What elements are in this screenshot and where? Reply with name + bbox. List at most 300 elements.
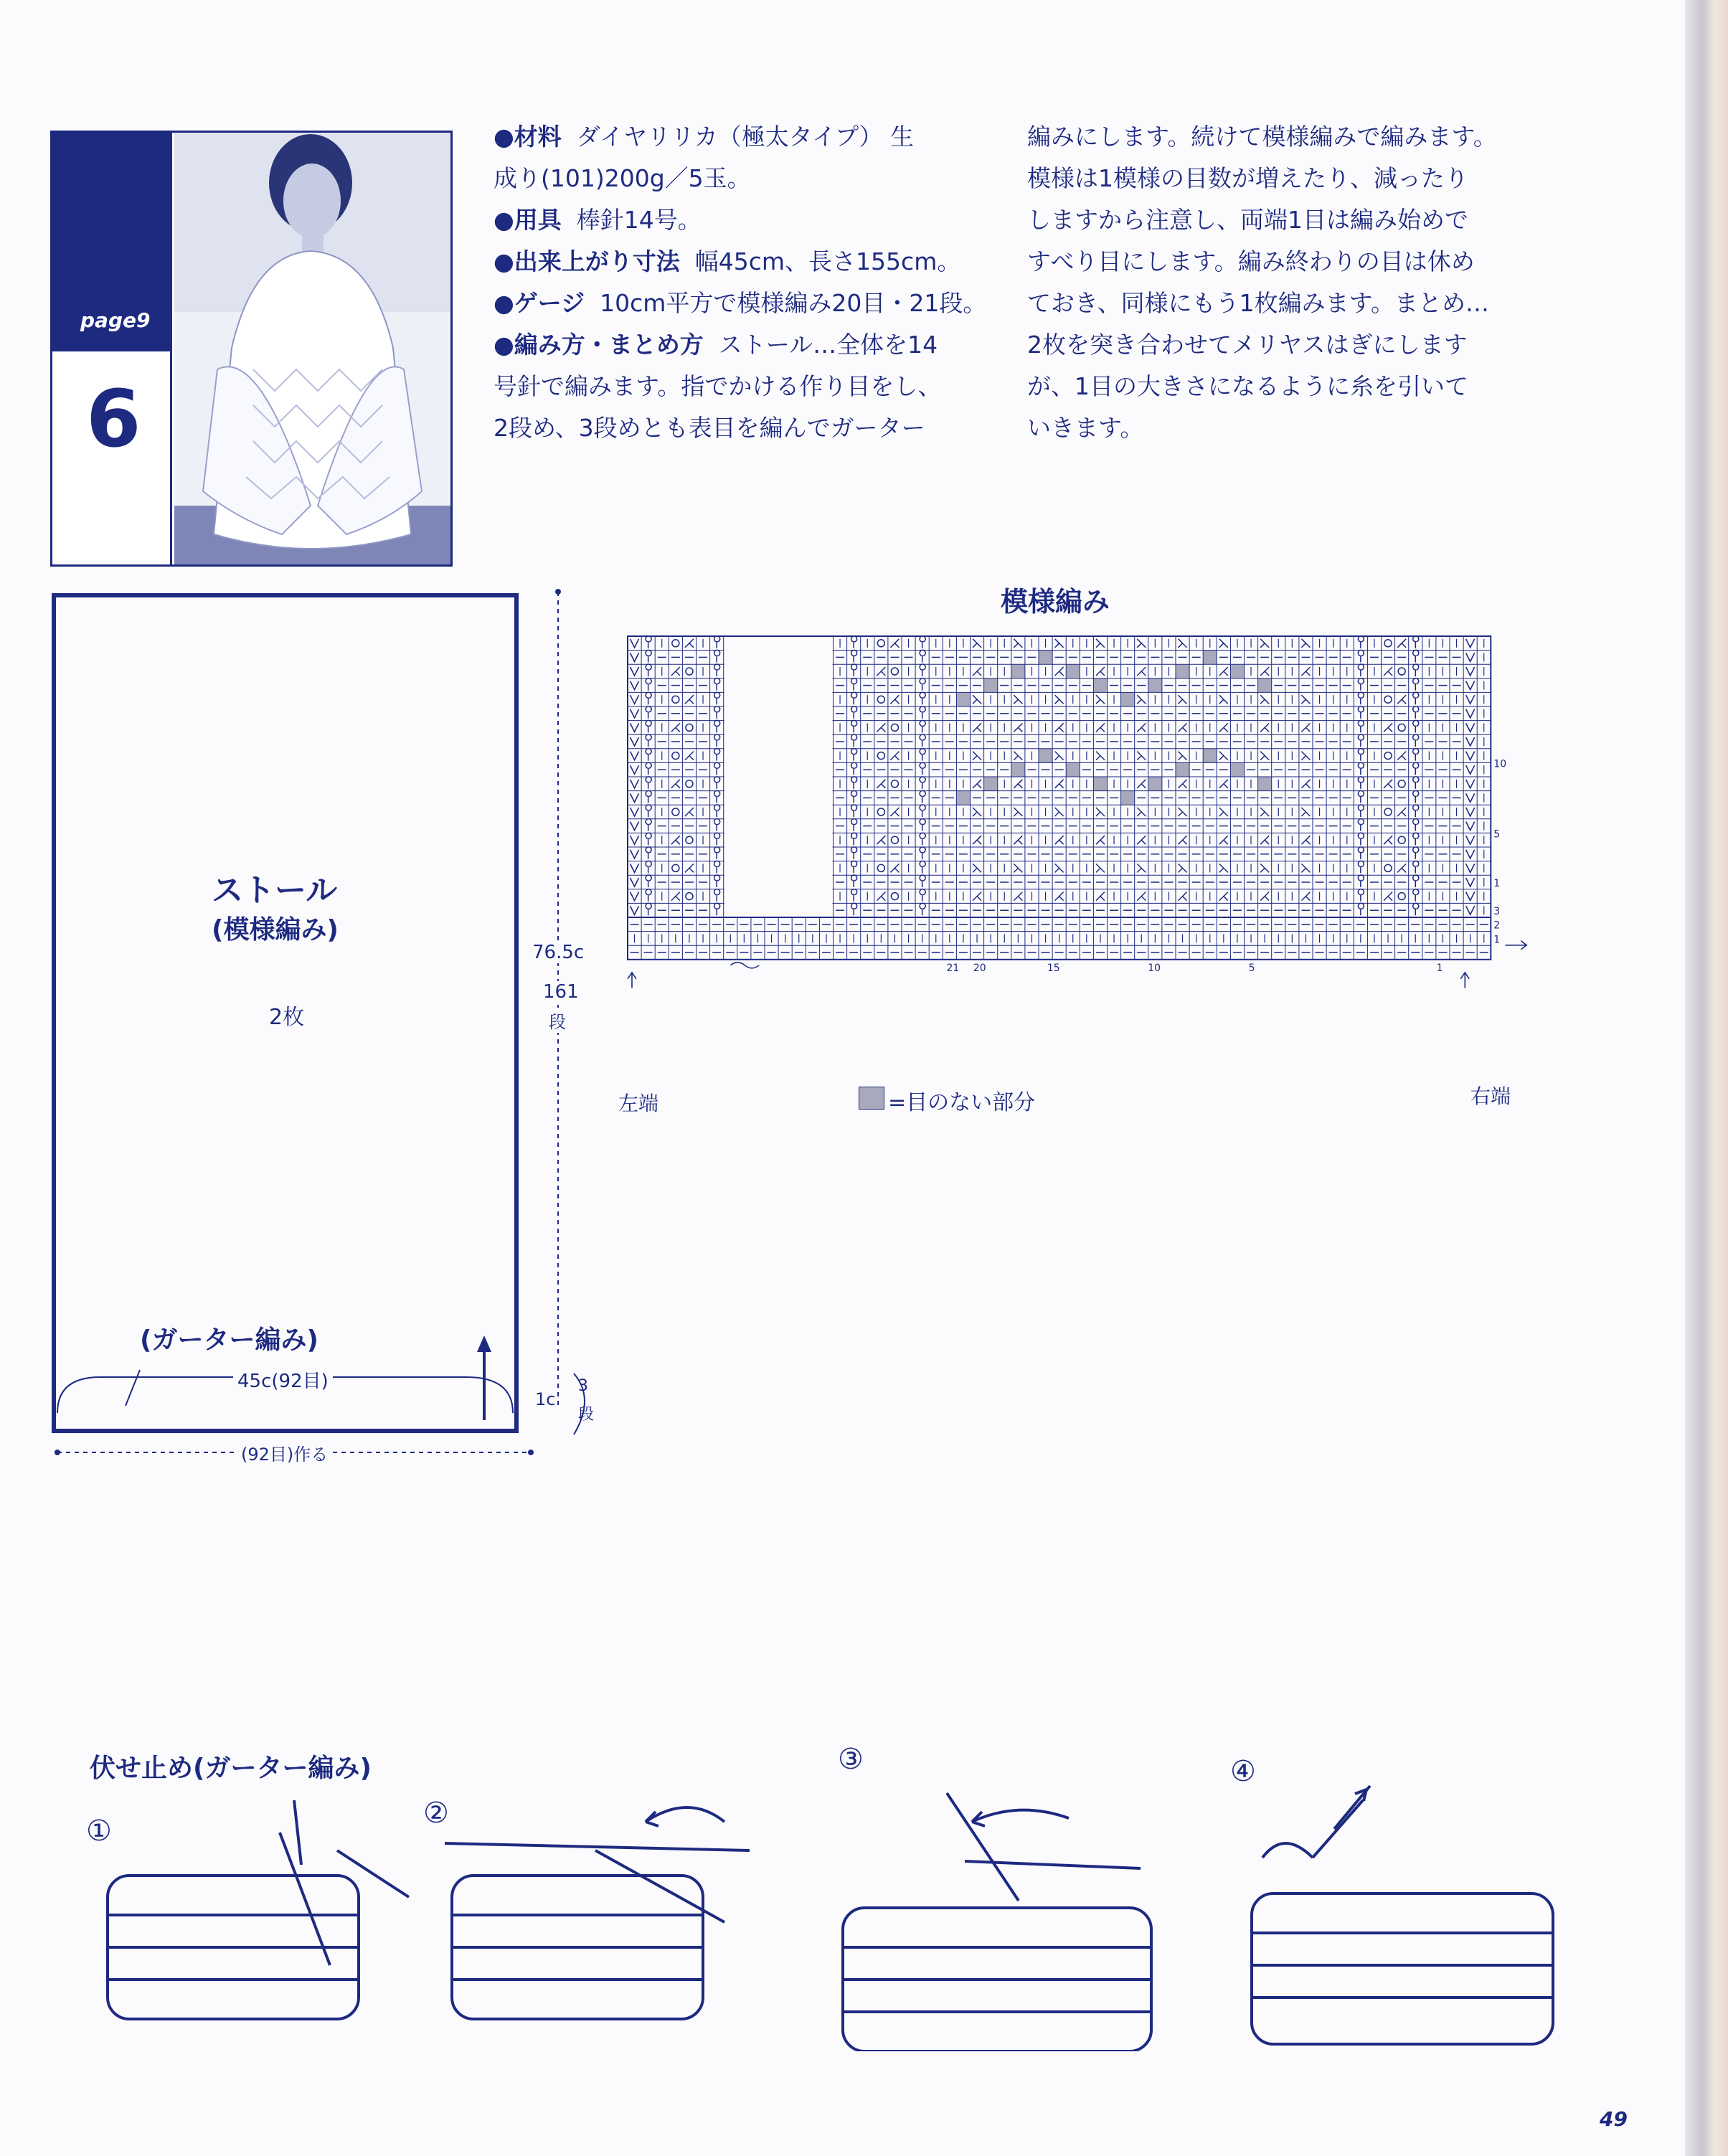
stitch-symbol	[1358, 790, 1364, 803]
stitch-symbol	[891, 780, 898, 788]
instr-line: ●材料 ダイヤリリカ（極太タイプ） 生	[494, 123, 914, 151]
instr-line: すべり目にします。編み終わりの目は休め	[1027, 247, 1475, 275]
width-label: 45c(92目)	[233, 1366, 333, 1393]
stitch-symbol	[851, 777, 857, 789]
stitch-symbol	[1398, 724, 1405, 731]
no-stitch-cell	[1066, 762, 1080, 777]
stitch-symbol	[1413, 790, 1419, 803]
stitch-symbol	[1466, 667, 1475, 676]
stitch-symbol	[672, 696, 679, 703]
stitch-symbol	[1014, 808, 1022, 816]
stitch-symbol	[1397, 639, 1406, 648]
stitch-symbol	[1096, 723, 1105, 732]
stitch-symbol	[851, 720, 857, 732]
stitch-symbol	[1301, 864, 1310, 872]
stitch-symbol	[920, 734, 925, 747]
stitch-symbol	[1137, 892, 1146, 901]
stitch-symbol	[714, 636, 720, 648]
stitch-symbol	[631, 836, 639, 844]
stitch-symbol	[1055, 723, 1064, 732]
stitch-symbol	[1384, 864, 1392, 871]
stitch-symbol	[1398, 780, 1405, 788]
page-reference: page9	[80, 308, 151, 332]
stitch-symbol	[851, 650, 857, 662]
stitch-symbol	[1384, 780, 1392, 788]
stitch-symbol	[631, 737, 639, 746]
stitch-symbol	[1219, 836, 1228, 844]
stitch-symbol	[1219, 752, 1228, 760]
row-number: 1	[1493, 934, 1501, 946]
stitch-symbol	[1398, 836, 1405, 843]
stitch-symbol	[1358, 650, 1364, 662]
stitch-symbol	[714, 720, 720, 732]
stitch-symbol	[877, 864, 884, 871]
stitch-symbol	[891, 668, 898, 675]
stitch-symbol	[920, 650, 925, 662]
stitch-symbol	[1358, 692, 1364, 704]
row-number: 2	[1493, 919, 1501, 932]
stitch-symbol	[631, 864, 639, 872]
stitch-symbol	[1466, 639, 1475, 648]
stitch-symbol	[1301, 639, 1310, 648]
no-stitch-cell	[1011, 664, 1025, 679]
stitch-symbol	[973, 695, 981, 704]
stitch-symbol	[714, 903, 720, 915]
no-stitch-cell	[1039, 749, 1052, 763]
stitch-symbol	[672, 752, 679, 760]
stitch-symbol	[1260, 864, 1269, 872]
stitch-symbol	[1358, 833, 1364, 845]
instr-line: ●ゲージ 10cm平方で模様編み20目・21段。	[494, 289, 987, 317]
stitch-symbol	[1466, 850, 1475, 859]
stitch-number: 21	[946, 962, 960, 974]
stitch-symbol	[1219, 667, 1228, 676]
stitch-symbol	[685, 752, 694, 760]
stitch-symbol	[1466, 695, 1475, 704]
stitch-symbol	[1055, 836, 1064, 844]
stitch-symbol	[1260, 752, 1269, 760]
instr-line: 成り(101)200g／5玉。	[494, 164, 751, 192]
no-stitch-cell	[956, 692, 970, 706]
stitch-symbol	[671, 892, 680, 901]
stitch-symbol	[1137, 752, 1146, 760]
bind-off-title: 伏せ止め(ガーター編み)	[90, 1754, 372, 1783]
no-stitch-cell	[984, 679, 998, 693]
stitch-symbol	[1301, 836, 1310, 844]
stitch-symbol	[851, 819, 857, 831]
stitch-symbol	[1466, 808, 1475, 816]
stitch-symbol	[1384, 808, 1392, 815]
stitch-symbol	[1014, 836, 1022, 844]
stitch-symbol	[631, 906, 639, 914]
instr-line: 号針で編みます。指でかける作り目をし、	[494, 372, 942, 400]
stitch-symbol	[851, 903, 857, 915]
stitch-symbol	[1055, 695, 1064, 704]
stitch-symbol	[1466, 906, 1475, 914]
border-rows: 3	[578, 1377, 588, 1395]
stitch-symbol	[920, 692, 925, 704]
stitch-symbol	[714, 762, 720, 775]
stitch-symbol	[851, 664, 857, 676]
no-stitch-cell	[1121, 791, 1135, 805]
stitch-symbol	[1179, 639, 1187, 648]
stitch-symbol	[1137, 808, 1146, 816]
stitch-symbol	[646, 903, 651, 915]
stitch-symbol	[1260, 667, 1269, 676]
height-label: 76.5c	[532, 942, 585, 963]
header-panel	[50, 131, 453, 567]
bind-off-illustrations	[0, 1750, 1578, 2051]
no-stitch-cell	[1121, 692, 1135, 706]
stitch-symbol	[631, 709, 639, 718]
stitch-symbol	[1398, 893, 1405, 900]
step-1-label: ①	[86, 1815, 112, 1848]
stitch-symbol	[1358, 706, 1364, 719]
no-stitch-cell	[1148, 777, 1162, 791]
stitch-symbol	[1358, 720, 1364, 732]
instr-line: ●用具 棒針14号。	[494, 206, 702, 234]
stitch-symbol	[1219, 639, 1228, 648]
stitch-symbol	[973, 667, 981, 676]
stitch-symbol	[1397, 752, 1406, 760]
stitch-symbol	[714, 819, 720, 831]
chart-left-label: 左端	[618, 1092, 659, 1115]
stitch-symbol	[851, 734, 857, 747]
row-number: 1	[1493, 877, 1501, 889]
stitch-symbol	[851, 875, 857, 887]
stitch-symbol	[1096, 892, 1105, 901]
no-stitch-cell	[1230, 762, 1244, 777]
stitch-symbol	[1466, 780, 1475, 788]
stitch-symbol	[671, 836, 680, 844]
no-stitch-cell	[1258, 777, 1272, 791]
stitch-symbol	[631, 681, 639, 690]
no-stitch-cell	[1203, 651, 1217, 665]
stitch-symbol	[890, 864, 899, 872]
schematic-title: ストール	[212, 872, 338, 909]
stitch-symbol	[1397, 864, 1406, 872]
stitch-symbol	[1179, 723, 1187, 732]
stitch-symbol	[1384, 836, 1392, 844]
stitch-symbol	[973, 808, 981, 816]
instr-line: いきます。	[1027, 414, 1144, 442]
stitch-symbol	[877, 836, 885, 844]
chart-title: 模様編み	[1001, 586, 1110, 618]
stitch-symbol	[851, 679, 857, 691]
no-stitch-cell	[1148, 679, 1162, 693]
stitch-symbol	[920, 833, 925, 845]
stitch-symbol	[890, 639, 899, 648]
stitch-symbol	[646, 805, 651, 817]
stitch-symbol	[851, 762, 857, 775]
stitch-symbol	[1398, 668, 1405, 675]
stitch-symbol	[1466, 878, 1475, 886]
stitch-symbol	[1219, 864, 1228, 872]
stitch-symbol	[1466, 765, 1475, 774]
step-2-label: ②	[423, 1797, 449, 1830]
right-end-arrow	[1460, 973, 1469, 988]
stitch-symbol	[631, 723, 639, 732]
stitch-symbol	[631, 780, 639, 788]
stitch-symbol	[1179, 836, 1187, 844]
stitch-symbol	[851, 833, 857, 845]
instructions-col2	[1027, 116, 1497, 449]
stitch-symbol	[686, 893, 693, 900]
instr-line: ておき、同様にもう1枚編みます。まとめ…	[1027, 289, 1490, 317]
stitch-symbol	[1413, 889, 1419, 902]
stitch-symbol	[1137, 723, 1146, 732]
model-photo	[174, 133, 450, 564]
no-stitch-cell	[1203, 749, 1217, 763]
stitch-symbol	[685, 864, 694, 872]
stitch-symbol	[1358, 777, 1364, 789]
stitch-symbol	[890, 695, 899, 704]
stitch-symbol	[646, 847, 651, 859]
stitch-symbol	[891, 724, 898, 731]
stitch-symbol	[920, 889, 925, 902]
stitch-symbol	[1301, 695, 1310, 704]
omission-mark	[730, 963, 759, 968]
stitch-symbol	[1413, 734, 1419, 747]
stitch-symbol	[646, 819, 651, 831]
stitch-symbol	[646, 861, 651, 873]
stitch-symbol	[851, 847, 857, 859]
stitch-symbol	[851, 861, 857, 873]
stitch-symbol	[1179, 695, 1187, 704]
stitch-symbol	[1179, 892, 1187, 901]
stitch-symbol	[631, 639, 639, 648]
stitch-symbol	[714, 777, 720, 789]
stitch-symbol	[1301, 667, 1310, 676]
stitch-symbol	[1014, 864, 1022, 872]
stitch-symbol	[672, 808, 679, 815]
stitch-symbol	[1219, 695, 1228, 704]
stitch-symbol	[1260, 836, 1269, 844]
stitch-symbol	[920, 749, 925, 761]
no-stitch-cell	[1093, 777, 1107, 791]
stitch-symbol	[1301, 723, 1310, 732]
chart-right-label: 右端	[1470, 1084, 1511, 1108]
stitch-symbol	[714, 679, 720, 691]
stitch-symbol	[1384, 752, 1392, 760]
row-number: 3	[1493, 906, 1501, 918]
stitch-symbol	[1413, 805, 1419, 817]
stitch-symbol	[646, 734, 651, 747]
stitch-symbol	[877, 808, 884, 815]
stitch-symbol	[1358, 819, 1364, 831]
stitch-symbol	[1014, 723, 1022, 732]
stitch-symbol	[1096, 639, 1105, 648]
stitch-symbol	[646, 650, 651, 662]
stitch-symbol	[1260, 723, 1269, 732]
stitch-symbol	[714, 875, 720, 887]
stitch-symbol	[1219, 723, 1228, 732]
stitch-symbol	[973, 723, 981, 732]
stitch-symbol	[851, 636, 857, 648]
stitch-symbol	[1466, 653, 1475, 661]
instr-line: ●編み方・まとめ方 ストール…全体を14	[494, 331, 938, 359]
stitch-symbol	[1179, 864, 1187, 872]
stitch-symbol	[877, 752, 884, 760]
stitch-symbol	[631, 793, 639, 802]
stitch-symbol	[1260, 808, 1269, 816]
stitch-symbol	[891, 836, 898, 843]
height-rows-unit: 段	[549, 1008, 566, 1033]
stitch-symbol	[851, 889, 857, 902]
stitch-symbol	[672, 864, 679, 871]
stitch-symbol	[1358, 664, 1364, 676]
stitch-symbol	[1179, 752, 1187, 760]
stitch-symbol	[1413, 636, 1419, 648]
instr-line: ●出来上がり寸法 幅45cm、長さ155cm。	[494, 247, 961, 275]
stitch-symbol	[1055, 892, 1064, 901]
instr-line: 模様は1模様の目数が増えたり、減ったり	[1027, 164, 1468, 192]
stitch-symbol	[1137, 864, 1146, 872]
stitch-symbol	[891, 893, 898, 900]
stitch-symbol	[1413, 749, 1419, 761]
stitch-symbol	[1466, 793, 1475, 802]
stitch-symbol	[1384, 892, 1392, 901]
stitch-symbol	[631, 752, 639, 760]
stitch-symbol	[714, 889, 720, 902]
stitch-symbol	[1055, 639, 1064, 648]
stitch-symbol	[1301, 780, 1310, 788]
stitch-symbol	[1014, 752, 1022, 760]
stitch-symbol	[1260, 892, 1269, 901]
stitch-symbol	[714, 706, 720, 719]
stitch-symbol	[1413, 875, 1419, 887]
stitch-symbol	[1413, 777, 1419, 789]
pattern-chart	[617, 628, 1578, 1130]
stitch-symbol	[646, 679, 651, 691]
stitch-symbol	[920, 875, 925, 887]
stitch-symbol	[920, 706, 925, 719]
stitch-symbol	[1384, 696, 1392, 703]
stitch-symbol	[920, 679, 925, 691]
garter-label: (ガーター編み)	[140, 1325, 318, 1355]
stitch-number: 15	[1047, 962, 1060, 974]
stitch-symbol	[1413, 706, 1419, 719]
stitch-symbol	[1358, 889, 1364, 902]
knit-swatch-2	[445, 1807, 750, 2019]
stitch-symbol	[1055, 808, 1064, 816]
stitch-number: 20	[973, 962, 986, 974]
stitch-symbol	[631, 822, 639, 831]
no-stitch-cell	[1176, 664, 1189, 679]
height-rows: 161	[543, 981, 579, 1003]
pattern-number: 6	[86, 373, 141, 465]
left-end-arrow	[628, 973, 636, 988]
stitch-symbol	[686, 668, 693, 675]
stitch-symbol	[714, 734, 720, 747]
stitch-symbol	[1014, 892, 1022, 901]
stitch-symbol	[1358, 861, 1364, 873]
stitch-symbol	[1358, 636, 1364, 648]
no-stitch-cell	[1093, 679, 1107, 693]
instr-line: 2枚を突き合わせてメリヤスはぎにします	[1027, 331, 1468, 359]
stitch-symbol	[714, 861, 720, 873]
stitch-symbol	[1413, 692, 1419, 704]
schematic-subtitle: (模様編み)	[212, 915, 339, 945]
stitch-symbol	[851, 692, 857, 704]
no-stitch-cell	[1230, 664, 1244, 679]
stitch-symbol	[973, 780, 981, 788]
stitch-symbol	[1179, 780, 1187, 788]
stitch-symbol	[1219, 892, 1228, 901]
stitch-symbol	[686, 836, 693, 843]
stitch-symbol	[1466, 752, 1475, 760]
stitch-symbol	[646, 749, 651, 761]
stitch-symbol	[973, 864, 981, 872]
no-stitch-cell	[984, 777, 998, 791]
stitch-symbol	[1384, 640, 1392, 647]
stitch-symbol	[920, 777, 925, 789]
stitch-symbol	[1466, 822, 1475, 831]
stitch-symbol	[671, 723, 680, 732]
stitch-symbol	[646, 636, 651, 648]
no-stitch-cell	[956, 791, 970, 805]
stitch-symbol	[877, 723, 885, 732]
stitch-symbol	[714, 749, 720, 761]
no-stitch-cell	[1258, 679, 1272, 693]
stitch-symbol	[920, 805, 925, 817]
stitch-number: 1	[1436, 962, 1443, 974]
stitch-symbol	[714, 650, 720, 662]
step-3-label: ③	[838, 1743, 864, 1776]
stitch-symbol	[973, 892, 981, 901]
stitch-symbol	[1384, 723, 1392, 732]
stitch-symbol	[1413, 664, 1419, 676]
stitch-symbol	[1096, 808, 1105, 816]
stitch-symbol	[1014, 639, 1022, 648]
piece-count: 2枚	[269, 1005, 305, 1030]
stitch-symbol	[920, 819, 925, 831]
stitch-symbol	[1096, 864, 1105, 872]
stitch-symbol	[1301, 752, 1310, 760]
legend-swatch	[859, 1087, 884, 1110]
stitch-symbol	[685, 808, 694, 816]
stitch-symbol	[631, 850, 639, 859]
stitch-symbol	[1219, 780, 1228, 788]
stitch-symbol	[714, 847, 720, 859]
stitch-symbol	[1466, 709, 1475, 718]
knit-swatch-3	[843, 1793, 1151, 2051]
stitch-symbol	[1413, 833, 1419, 845]
stitch-symbol	[1358, 903, 1364, 915]
stitch-symbol	[1137, 780, 1146, 788]
stitch-symbol	[646, 706, 651, 719]
legend-text: =目のない部分	[888, 1090, 1036, 1115]
stitch-symbol	[1413, 720, 1419, 732]
instructions-col1	[494, 116, 986, 449]
stitch-symbol	[877, 696, 884, 703]
stitch-symbol	[1055, 667, 1064, 676]
stitch-symbol	[1466, 836, 1475, 844]
stitch-symbol	[851, 805, 857, 817]
stitch-symbol	[1466, 681, 1475, 690]
stitch-symbol	[920, 720, 925, 732]
stitch-symbol	[877, 892, 885, 901]
stitch-symbol	[631, 878, 639, 886]
row-number: 10	[1493, 758, 1507, 770]
stitch-symbol	[1466, 737, 1475, 746]
stitch-symbol	[714, 805, 720, 817]
stitch-number: 10	[1148, 962, 1161, 974]
stitch-symbol	[1096, 836, 1105, 844]
stitch-symbol	[685, 639, 694, 648]
stitch-symbol	[685, 695, 694, 704]
stitch-symbol	[877, 780, 885, 788]
